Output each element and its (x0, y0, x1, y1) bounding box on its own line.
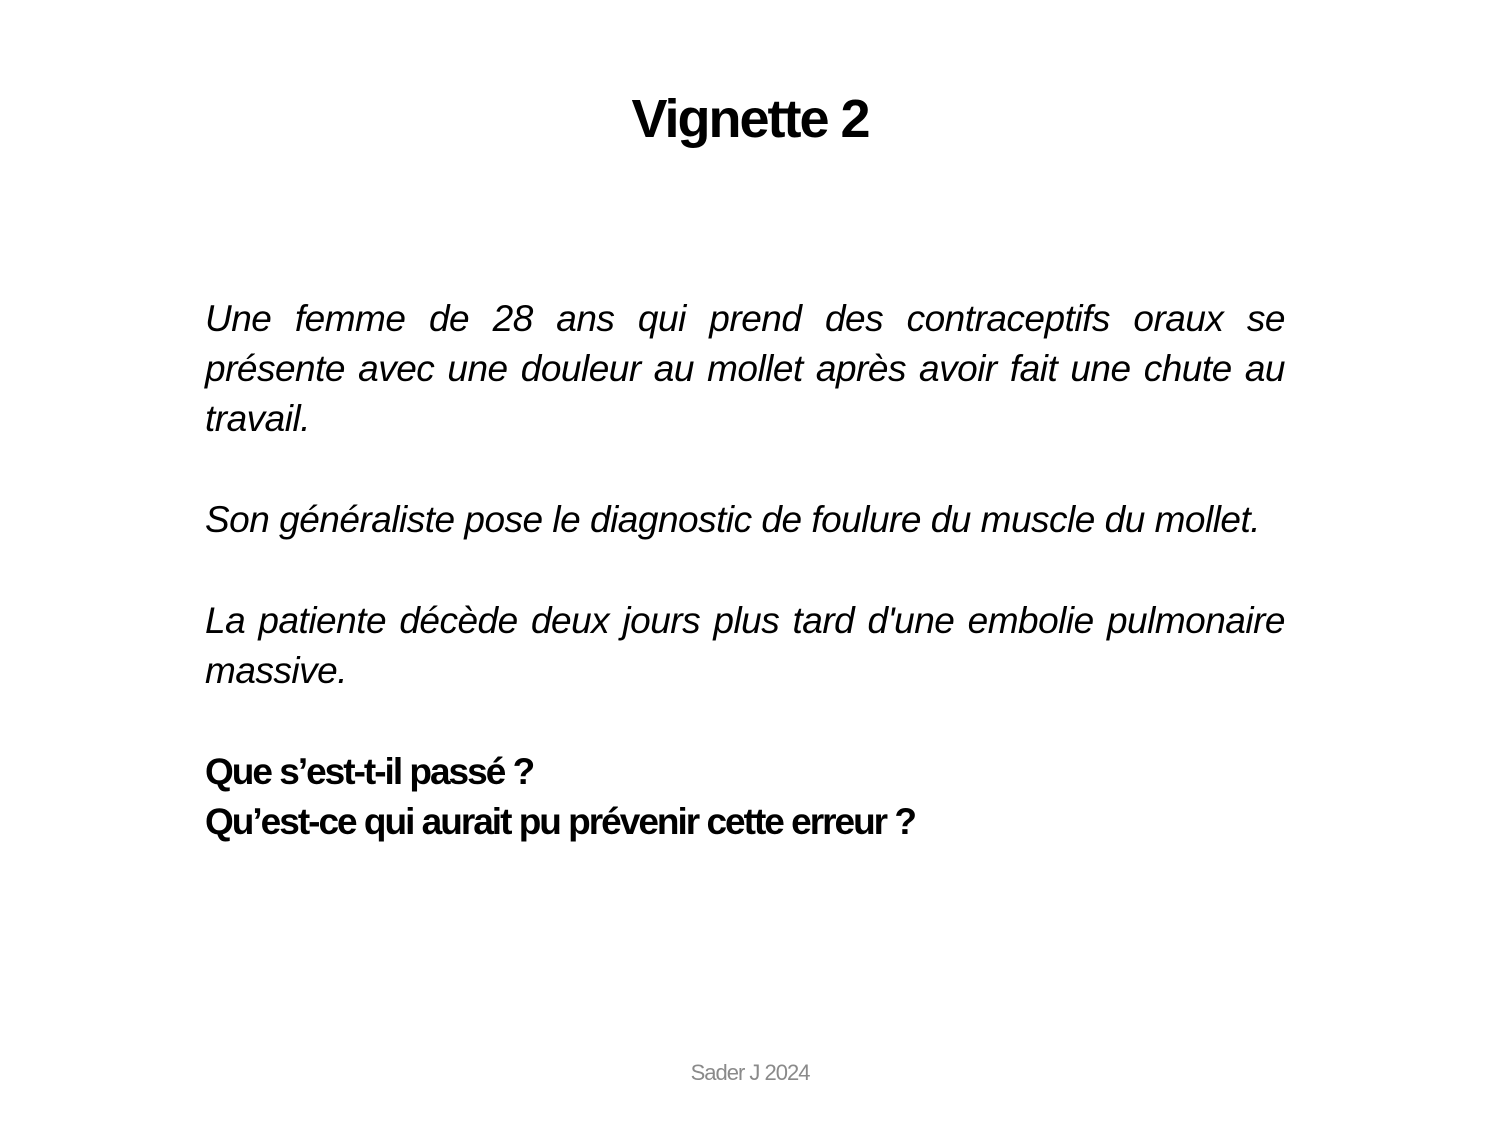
case-paragraph-1: Une femme de 28 ans qui prend des contraceptifs oraux se présente avec une douleur au mollet après avoir fait une chute au travail. (205, 298, 1285, 439)
slide-title: Vignette 2 (631, 89, 869, 149)
discussion-questions (205, 747, 1285, 847)
question-2: Qu’est-ce qui aurait pu prévenir cette erreur ? (205, 801, 915, 842)
case-paragraph-2: Son généraliste pose le diagnostic de foulure du muscle du mollet. (205, 499, 1261, 540)
case-paragraph-3: La patiente décède deux jours plus tard d'une embolie pulmonaire massive. (205, 600, 1285, 691)
vignette-body (205, 294, 1285, 847)
question-1: Que s’est-t-il passé ? (205, 751, 534, 792)
slide-footer: Sader J 2024 (690, 1060, 810, 1085)
